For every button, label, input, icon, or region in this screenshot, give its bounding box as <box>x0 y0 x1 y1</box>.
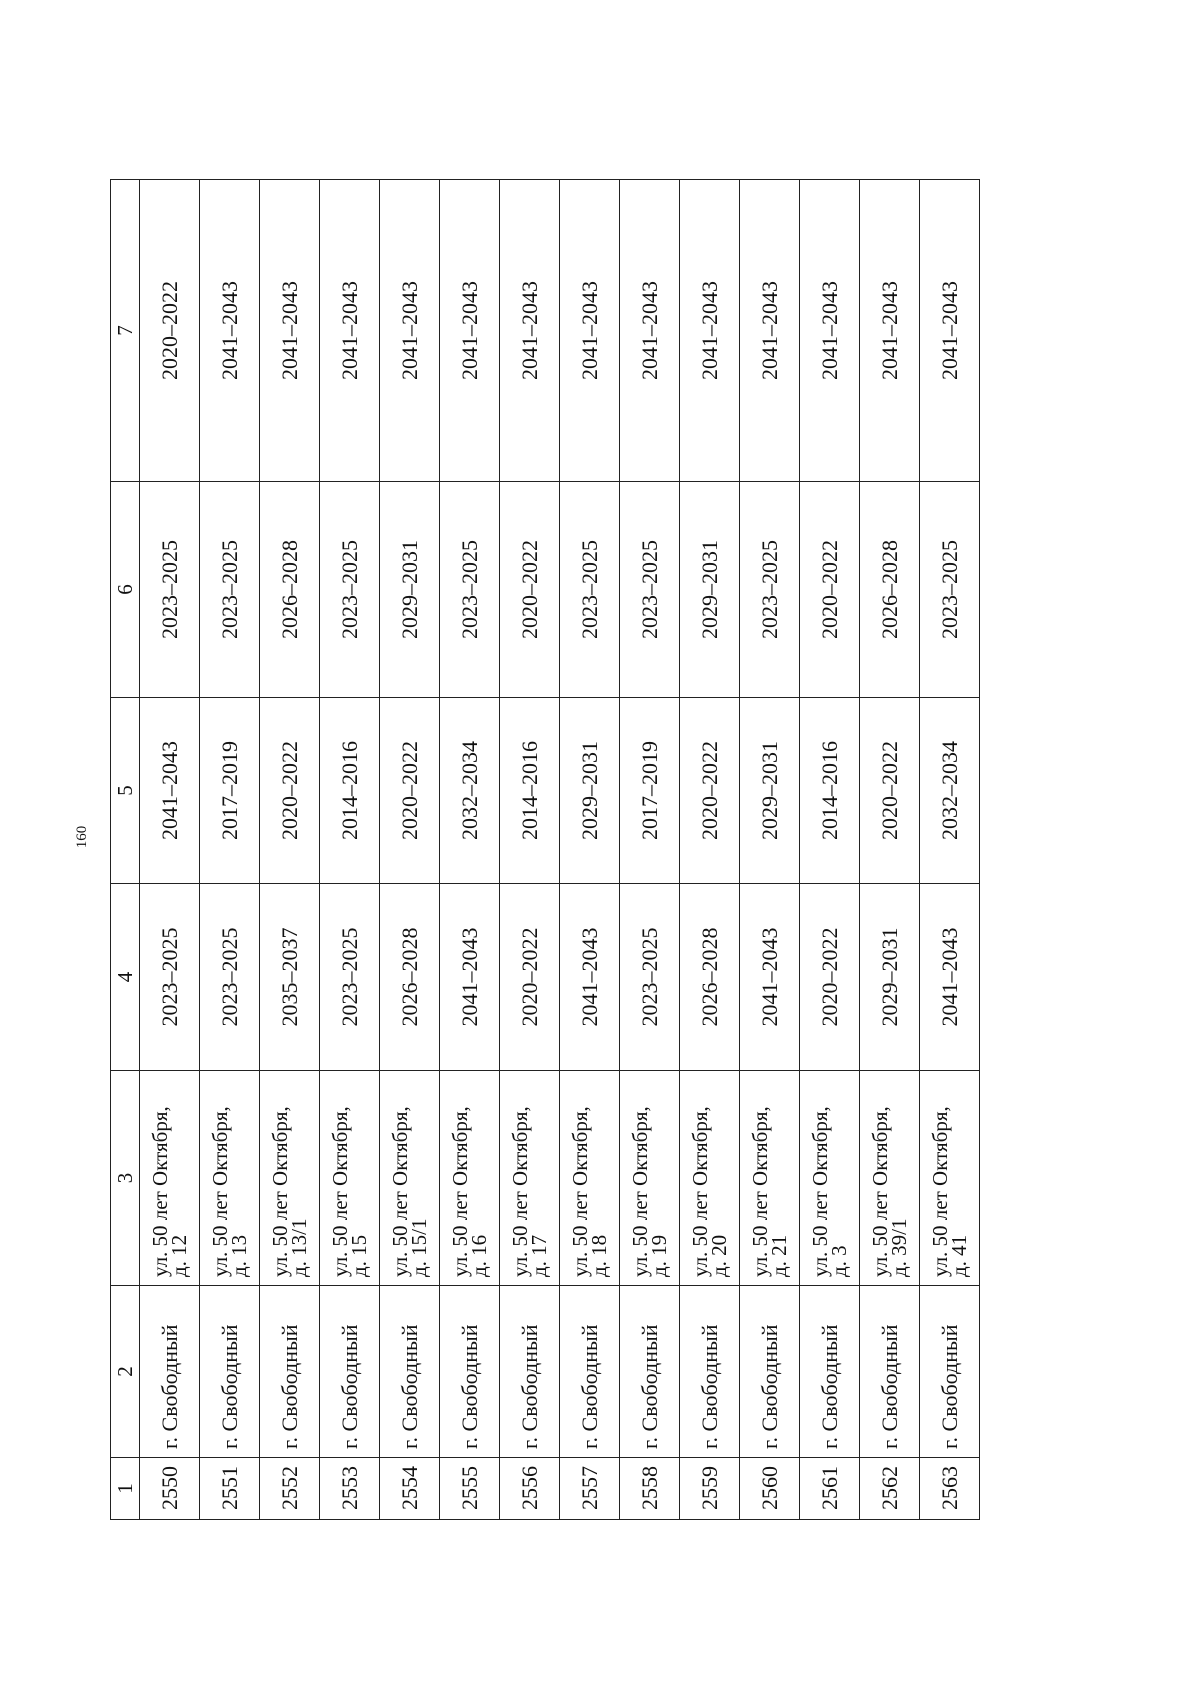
table-wrapper <box>110 180 980 1520</box>
period-col6: 2023–2025 <box>920 482 980 698</box>
address-house: д. 20 <box>706 1234 731 1277</box>
city-cell: г. Свободный <box>620 1286 680 1458</box>
address-house: д. 13/1 <box>286 1218 311 1277</box>
city-cell: г. Свободный <box>260 1286 320 1458</box>
address-house: д. 39/1 <box>886 1218 911 1277</box>
table-row <box>860 180 920 1520</box>
row-number: 2563 <box>920 1458 980 1520</box>
page-number: 160 <box>74 825 90 849</box>
period-col5: 2014–2016 <box>800 698 860 884</box>
period-col7: 2041–2043 <box>740 180 800 482</box>
period-col5: 2014–2016 <box>500 698 560 884</box>
row-number: 2561 <box>800 1458 860 1520</box>
period-col7: 2041–2043 <box>680 180 740 482</box>
period-col7: 2041–2043 <box>860 180 920 482</box>
address-cell <box>380 1071 440 1286</box>
table-row <box>920 180 980 1520</box>
period-col4: 2026–2028 <box>380 884 440 1071</box>
city-cell: г. Свободный <box>680 1286 740 1458</box>
period-col4: 2023–2025 <box>200 884 260 1071</box>
row-number: 2554 <box>380 1458 440 1520</box>
address-cell <box>740 1071 800 1286</box>
address-house: д. 41 <box>946 1234 971 1277</box>
address-street: ул. 50 лет Октября, <box>867 1106 892 1277</box>
period-col4: 2023–2025 <box>320 884 380 1071</box>
period-col4: 2023–2025 <box>620 884 680 1071</box>
address-cell <box>140 1071 200 1286</box>
address-house: д. 15 <box>346 1234 371 1277</box>
table-row <box>620 180 680 1520</box>
period-col7: 2041–2043 <box>500 180 560 482</box>
row-number: 2562 <box>860 1458 920 1520</box>
period-col7: 2041–2043 <box>560 180 620 482</box>
city-cell: г. Свободный <box>560 1286 620 1458</box>
address-street: ул. 50 лет Октября, <box>747 1106 772 1277</box>
column-header: 2 <box>111 1286 140 1458</box>
address-street: ул. 50 лет Октября, <box>807 1106 832 1277</box>
column-header: 7 <box>111 180 140 482</box>
column-header: 3 <box>111 1071 140 1286</box>
address-cell <box>440 1071 500 1286</box>
period-col6: 2029–2031 <box>380 482 440 698</box>
period-col4: 2041–2043 <box>440 884 500 1071</box>
row-number: 2559 <box>680 1458 740 1520</box>
address-house: д. 3 <box>826 1245 851 1277</box>
address-street: ул. 50 лет Октября, <box>267 1106 292 1277</box>
column-header: 1 <box>111 1458 140 1520</box>
period-col5: 2014–2016 <box>320 698 380 884</box>
header-row <box>111 180 140 1520</box>
address-street: ул. 50 лет Октября, <box>147 1106 172 1277</box>
address-cell <box>860 1071 920 1286</box>
address-street: ул. 50 лет Октября, <box>447 1106 472 1277</box>
row-number: 2552 <box>260 1458 320 1520</box>
period-col6: 2026–2028 <box>860 482 920 698</box>
address-house: д. 18 <box>586 1234 611 1277</box>
address-cell <box>620 1071 680 1286</box>
period-col5: 2020–2022 <box>380 698 440 884</box>
period-col4: 2026–2028 <box>680 884 740 1071</box>
period-col6: 2026–2028 <box>260 482 320 698</box>
period-col7: 2041–2043 <box>440 180 500 482</box>
schedule-table <box>110 179 980 1520</box>
address-house: д. 15/1 <box>406 1218 431 1277</box>
period-col4: 2041–2043 <box>920 884 980 1071</box>
period-col6: 2023–2025 <box>320 482 380 698</box>
table-row <box>500 180 560 1520</box>
address-cell <box>260 1071 320 1286</box>
city-cell: г. Свободный <box>380 1286 440 1458</box>
city-cell: г. Свободный <box>500 1286 560 1458</box>
city-cell: г. Свободный <box>740 1286 800 1458</box>
period-col4: 2020–2022 <box>800 884 860 1071</box>
period-col6: 2023–2025 <box>560 482 620 698</box>
column-header: 5 <box>111 698 140 884</box>
period-col7: 2041–2043 <box>620 180 680 482</box>
address-street: ул. 50 лет Октября, <box>567 1106 592 1277</box>
period-col5: 2032–2034 <box>920 698 980 884</box>
period-col7: 2041–2043 <box>800 180 860 482</box>
table-row <box>680 180 740 1520</box>
table-row <box>800 180 860 1520</box>
address-street: ул. 50 лет Октября, <box>387 1106 412 1277</box>
address-street: ул. 50 лет Октября, <box>927 1106 952 1277</box>
period-col7: 2041–2043 <box>320 180 380 482</box>
period-col4: 2035–2037 <box>260 884 320 1071</box>
table-row <box>440 180 500 1520</box>
period-col4: 2020–2022 <box>500 884 560 1071</box>
city-cell: г. Свободный <box>800 1286 860 1458</box>
address-house: д. 17 <box>526 1234 551 1277</box>
address-house: д. 21 <box>766 1234 791 1277</box>
address-cell <box>920 1071 980 1286</box>
period-col6: 2023–2025 <box>740 482 800 698</box>
row-number: 2555 <box>440 1458 500 1520</box>
column-header: 6 <box>111 482 140 698</box>
period-col5: 2020–2022 <box>260 698 320 884</box>
row-number: 2551 <box>200 1458 260 1520</box>
period-col6: 2023–2025 <box>140 482 200 698</box>
row-number: 2556 <box>500 1458 560 1520</box>
column-header: 4 <box>111 884 140 1071</box>
period-col4: 2041–2043 <box>560 884 620 1071</box>
address-cell <box>560 1071 620 1286</box>
table-row <box>380 180 440 1520</box>
address-street: ул. 50 лет Октября, <box>627 1106 652 1277</box>
city-cell: г. Свободный <box>920 1286 980 1458</box>
period-col5: 2020–2022 <box>680 698 740 884</box>
period-col4: 2029–2031 <box>860 884 920 1071</box>
period-col5: 2032–2034 <box>440 698 500 884</box>
city-cell: г. Свободный <box>140 1286 200 1458</box>
period-col6: 2023–2025 <box>200 482 260 698</box>
address-street: ул. 50 лет Октября, <box>207 1106 232 1277</box>
table-row <box>740 180 800 1520</box>
row-number: 2553 <box>320 1458 380 1520</box>
address-house: д. 13 <box>226 1234 251 1277</box>
table-row <box>560 180 620 1520</box>
city-cell: г. Свободный <box>440 1286 500 1458</box>
address-cell <box>500 1071 560 1286</box>
address-cell <box>800 1071 860 1286</box>
address-street: ул. 50 лет Октября, <box>507 1106 532 1277</box>
row-number: 2558 <box>620 1458 680 1520</box>
row-number: 2560 <box>740 1458 800 1520</box>
period-col5: 2020–2022 <box>860 698 920 884</box>
address-street: ул. 50 лет Октября, <box>327 1106 352 1277</box>
city-cell: г. Свободный <box>860 1286 920 1458</box>
address-house: д. 12 <box>166 1234 191 1277</box>
period-col4: 2023–2025 <box>140 884 200 1071</box>
period-col5: 2017–2019 <box>200 698 260 884</box>
period-col6: 2023–2025 <box>440 482 500 698</box>
period-col7: 2020–2022 <box>140 180 200 482</box>
row-number: 2550 <box>140 1458 200 1520</box>
period-col7: 2041–2043 <box>920 180 980 482</box>
period-col6: 2023–2025 <box>620 482 680 698</box>
period-col5: 2041–2043 <box>140 698 200 884</box>
period-col6: 2020–2022 <box>800 482 860 698</box>
address-house: д. 19 <box>646 1234 671 1277</box>
address-house: д. 16 <box>466 1234 491 1277</box>
address-cell <box>680 1071 740 1286</box>
table-row <box>260 180 320 1520</box>
period-col7: 2041–2043 <box>380 180 440 482</box>
city-cell: г. Свободный <box>200 1286 260 1458</box>
table-row <box>320 180 380 1520</box>
table-row <box>140 180 200 1520</box>
period-col6: 2029–2031 <box>680 482 740 698</box>
period-col7: 2041–2043 <box>200 180 260 482</box>
table-row <box>200 180 260 1520</box>
address-cell <box>200 1071 260 1286</box>
period-col7: 2041–2043 <box>260 180 320 482</box>
period-col5: 2029–2031 <box>560 698 620 884</box>
period-col5: 2017–2019 <box>620 698 680 884</box>
period-col6: 2020–2022 <box>500 482 560 698</box>
period-col5: 2029–2031 <box>740 698 800 884</box>
row-number: 2557 <box>560 1458 620 1520</box>
period-col4: 2041–2043 <box>740 884 800 1071</box>
city-cell: г. Свободный <box>320 1286 380 1458</box>
address-cell <box>320 1071 380 1286</box>
address-street: ул. 50 лет Октября, <box>687 1106 712 1277</box>
